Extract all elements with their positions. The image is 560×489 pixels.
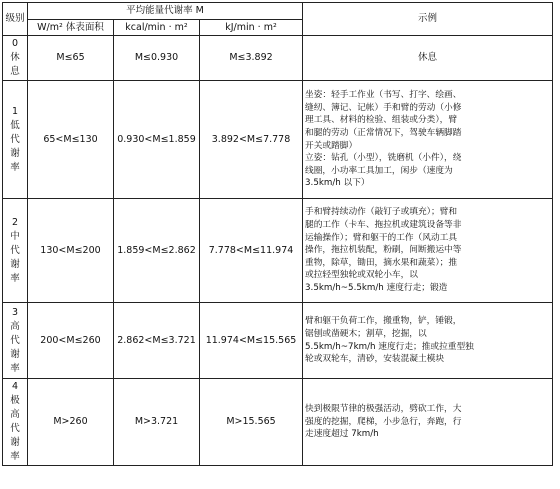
level-char: 极 xyxy=(10,395,20,406)
level-cell xyxy=(3,199,28,303)
level-char: 高 xyxy=(10,409,20,420)
value-kj: 7.778<M≤11.974 xyxy=(200,199,303,303)
level-cell xyxy=(3,36,28,81)
example-line: 开关或踏脚） xyxy=(305,140,358,151)
example-line: 3.5km/h~5.5km/h 速度行走；锻造 xyxy=(305,282,448,293)
value-kcal: M≤0.930 xyxy=(114,36,200,81)
level-number: 3 xyxy=(11,306,19,318)
level-char: 低 xyxy=(10,119,20,131)
value-w: 65<M≤130 xyxy=(28,81,114,199)
level-char: 率 xyxy=(10,362,20,374)
level-char: 中 xyxy=(10,230,20,242)
table-row xyxy=(3,36,553,81)
value-w: M≤65 xyxy=(28,36,114,81)
example-line: 臂和躯干负荷工作，搬重物，铲，锤锻， xyxy=(305,316,462,327)
example-line: 操作，拖拉机装配，粉刷，间断搬运中等 xyxy=(305,245,462,256)
header-row-1 xyxy=(3,3,553,20)
value-w: 130<M≤200 xyxy=(28,199,114,303)
level-char: 谢 xyxy=(10,258,20,270)
level-cell xyxy=(3,81,28,199)
example-line: 锯刨或凿硬木；割草，挖掘，以 xyxy=(305,328,427,339)
example-cell xyxy=(303,303,553,379)
level-number: 0 xyxy=(11,38,19,49)
level-number: 1 xyxy=(11,105,19,117)
value-w: M>260 xyxy=(28,379,114,466)
header-unit-kj: kJ/min · m² xyxy=(200,20,303,36)
level-char: 谢 xyxy=(10,147,20,159)
example-cell xyxy=(303,36,553,81)
value-kj: M≤3.892 xyxy=(200,36,303,81)
value-kcal: M>3.721 xyxy=(114,379,200,466)
level-char: 率 xyxy=(10,451,20,462)
example-line: 轮或双轮车，清砂，安装混凝土模块 xyxy=(305,354,445,365)
level-char: 率 xyxy=(10,272,20,284)
table-row xyxy=(3,379,553,466)
example-line: 休息 xyxy=(418,52,438,64)
example-line: 缝纫、簿记、记帐）手和臂的劳动（小修 xyxy=(305,102,462,113)
example-line: 腿的工作（卡车、拖拉机或建筑设备等非 xyxy=(305,220,462,231)
header-avg-rate: 平均能量代谢率 M xyxy=(28,3,303,20)
example-line: 坐姿：轻手工作业（书写、打字、绘画、 xyxy=(305,90,462,101)
example-line: 立姿：钻孔（小型），铣磨机（小件），绕 xyxy=(305,153,462,164)
example-cell xyxy=(303,379,553,466)
example-line: 运输操作）；臂和躯干的工作（风动工具 xyxy=(305,232,458,243)
header-unit-w: W/m² 体表面积 xyxy=(28,20,114,36)
level-char: 代 xyxy=(10,244,20,256)
level-cell xyxy=(3,303,28,379)
example-line: 线圈，小功率工具加工，闲步（速度为 xyxy=(305,165,453,176)
example-line: 走速度超过 7km/h xyxy=(305,429,379,440)
value-w: 200<M≤260 xyxy=(28,303,114,379)
value-kj: 3.892<M≤7.778 xyxy=(200,81,303,199)
value-kj: M>15.565 xyxy=(200,379,303,466)
level-number: 4 xyxy=(11,381,19,392)
level-char: 代 xyxy=(10,133,20,145)
level-char: 谢 xyxy=(10,348,20,360)
value-kcal: 0.930<M≤1.859 xyxy=(114,81,200,199)
level-char: 休 xyxy=(10,52,20,63)
example-line: 重物，除草，锄田，摘水果和蔬菜）；推 xyxy=(305,257,458,268)
example-line: 5.5km/h~7km/h 速度行走；推或拉重型独 xyxy=(305,341,474,352)
value-kcal: 1.859<M≤2.862 xyxy=(114,199,200,303)
header-level: 级别 xyxy=(3,3,28,36)
level-cell xyxy=(3,379,28,466)
example-line: 3.5km/h 以下） xyxy=(305,178,370,189)
level-char: 代 xyxy=(10,423,20,434)
example-line: 和腿的劳动（正常情况下，驾驶车辆脚踏 xyxy=(305,127,462,138)
header-example: 示例 xyxy=(303,3,553,36)
example-line: 或拉轻型独轮或双轮小车，以 xyxy=(305,270,418,281)
level-char: 息 xyxy=(10,66,20,77)
example-cell xyxy=(303,199,553,303)
example-line: 强度的挖掘，爬梯，小步急行，奔跑，行 xyxy=(305,416,462,427)
level-char: 率 xyxy=(10,161,20,173)
example-line: 快到极限节律的极强活动，劈砍工作，大 xyxy=(305,404,462,415)
level-char: 谢 xyxy=(10,437,20,448)
example-line: 理工具、材料的检验、组装或分类），臂 xyxy=(305,115,458,126)
level-char: 代 xyxy=(10,334,20,346)
header-unit-kcal: kcal/min · m² xyxy=(114,20,200,36)
level-char: 高 xyxy=(10,320,20,332)
table-row xyxy=(3,303,553,379)
metabolic-rate-table xyxy=(2,2,553,466)
value-kcal: 2.862<M≤3.721 xyxy=(114,303,200,379)
example-cell xyxy=(303,81,553,199)
table-row xyxy=(3,199,553,303)
table-row xyxy=(3,81,553,199)
value-kj: 11.974<M≤15.565 xyxy=(200,303,303,379)
level-number: 2 xyxy=(11,216,19,228)
example-line: 手和臂持续动作（敲钉子或填充）；臂和 xyxy=(305,207,458,218)
